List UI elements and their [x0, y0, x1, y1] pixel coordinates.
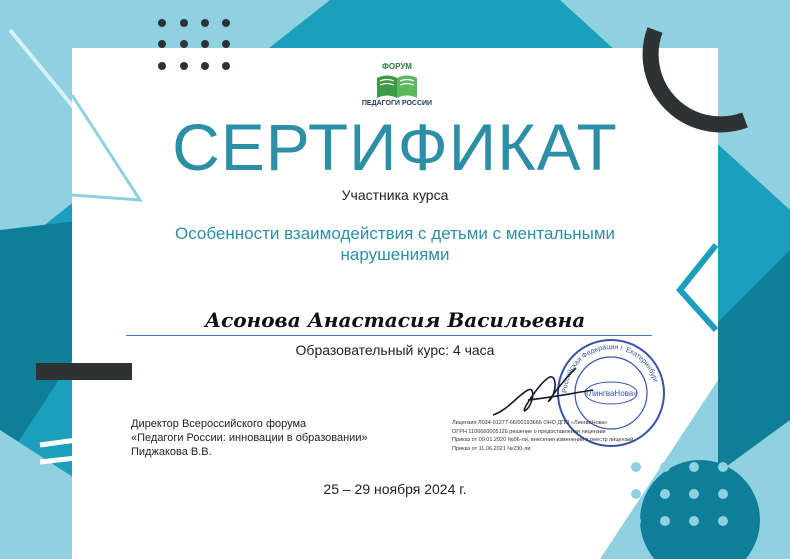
logo-top-text: ФОРУМ [382, 62, 412, 71]
license-line: Лицензия Л034-01277-66/00193666 ОНО ДПО «ЛингваНова» [452, 420, 608, 426]
director-name: Пиджакова В.В. [131, 446, 212, 458]
certificate-subtitle: Участника курса [341, 187, 449, 203]
course-hours: Образовательный курс: 4 часа [295, 342, 495, 358]
director-block [131, 417, 368, 459]
dot-grid-top-left [158, 19, 230, 70]
book-icon [374, 72, 420, 100]
forum-logo [360, 62, 434, 112]
stamp-ring-text: Российская Федерация г. Екатеринбург [561, 343, 659, 394]
license-line: ОГРН 1106660005126 решение о предоставлении лицензии [452, 428, 606, 435]
logo-bottom-text: ПЕДАГОГИ РОССИИ [361, 100, 433, 107]
director-forum: «Педагоги России: инновации в образовании» [131, 432, 368, 444]
stamp-center-text: «ЛингваНова» [584, 389, 638, 398]
recipient-name: Асонова Анастасия Васильевна [204, 308, 586, 332]
director-title: Директор Всероссийского форума [131, 418, 307, 430]
course-title [120, 223, 670, 265]
course-title-line1: Особенности взаимодействия с детьми с ментальными [174, 224, 616, 243]
course-title-line2: нарушениями [340, 245, 450, 264]
license-info [452, 419, 662, 453]
name-underline [126, 335, 652, 336]
certificate-title: СЕРТИФИКАТ [172, 110, 618, 184]
license-line: Приказ от 09.01.2020 №06-ли, внесения изменений в реестр лицензий [452, 437, 634, 443]
license-line: Приказ от 11.06.2021 №230-ли [452, 445, 531, 452]
course-dates: 25 – 29 ноября 2024 г. [323, 481, 467, 497]
